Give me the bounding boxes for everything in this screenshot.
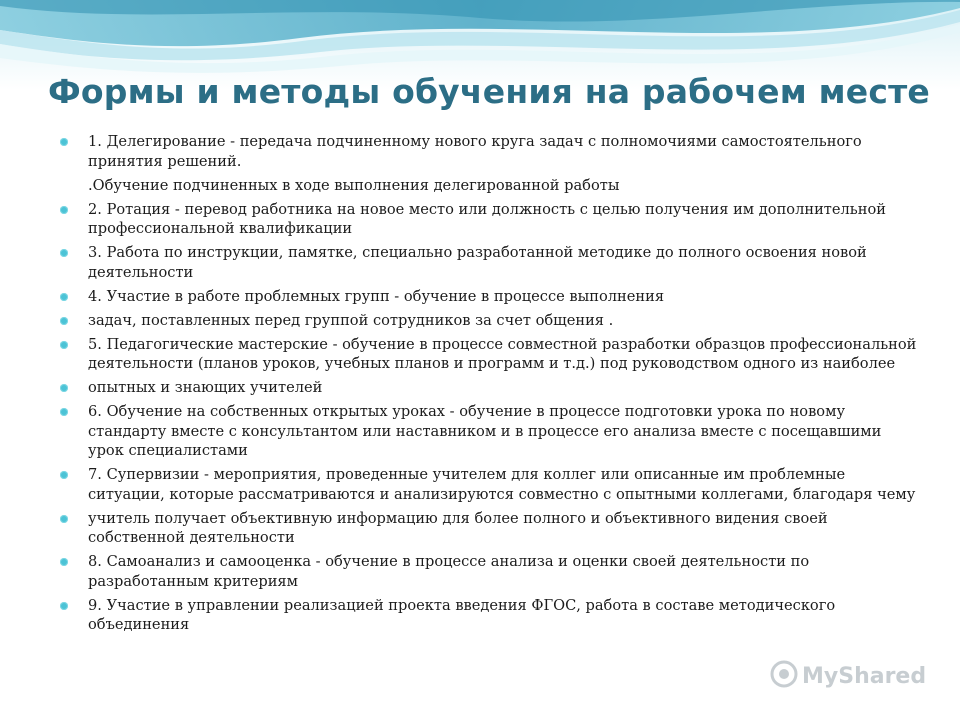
list-item [60, 176, 920, 196]
watermark-text: MyShared [802, 664, 927, 689]
list-item-text: 6. Обучение на собственных открытых уроках - обучение в процессе подготовки урока по новому стандарту вместе с консультантом или наставником и в процессе его анализа вместе с посещавшими урок специалистами [88, 403, 882, 459]
list-item [60, 402, 920, 461]
list-item-text: 5. Педагогические мастерские - обучение в процессе совместной разработки образцов профессиональной деятельности (планов уроков, учебных планов и программ и т.д.) под руководством одного из наиболее [88, 335, 917, 372]
bullet-icon [60, 558, 68, 566]
bullet-icon [60, 341, 68, 349]
list-item [60, 465, 920, 504]
list-item-text: 7. Супервизии - мероприятия, проведенные учителем для коллег или описанные им проблемные ситуации, которые рассматриваются и анализируются совместно с опытными коллегами, благодаря чему [88, 466, 916, 503]
list-item-text: 4. Участие в работе проблемных групп - обучение в процессе выполнения [88, 287, 665, 305]
list-item-text: учитель получает объективную информацию для более полного и объективного видения своей собственной деятельности [88, 509, 828, 546]
list-item-text: задач, поставленных перед группой сотрудников за счет общения . [88, 311, 614, 329]
list-item [60, 509, 920, 548]
list-item [60, 552, 920, 591]
slide-title: Формы и методы обучения на рабочем месте [48, 72, 931, 111]
bullet-icon [60, 317, 68, 325]
list-item [60, 596, 920, 635]
bullet-icon [60, 408, 68, 416]
list-item-text: .Обучение подчиненных в ходе выполнения делегированной работы [88, 176, 620, 194]
list-item [60, 243, 920, 282]
bullet-icon [60, 471, 68, 479]
list-item-text: 8. Самоанализ и самооценка - обучение в процессе анализа и оценки своей деятельности по разработанным критериям [88, 553, 810, 590]
list-item [60, 132, 920, 171]
bullet-icon [60, 384, 68, 392]
content-list [60, 132, 920, 639]
list-item-text: 9. Участие в управлении реализацией проекта введения ФГОС, работа в составе методического объединения [88, 596, 836, 633]
list-item [60, 335, 920, 374]
list-item-text: 1. Делегирование - передача подчиненному нового круга задач с полномочиями самостоятельного принятия решений. [88, 133, 862, 170]
list-item [60, 311, 920, 331]
bullet-icon [60, 138, 68, 146]
list-item-text: опытных и знающих учителей [88, 379, 323, 396]
bullet-icon [60, 515, 68, 523]
myshared-watermark-logo [770, 656, 940, 696]
bullet-icon [60, 293, 68, 301]
list-item-text: 2. Ротация - перевод работника на новое место или должность с целью получения им дополнительной профессиональной квалификации [88, 200, 886, 237]
list-item [60, 200, 920, 239]
bullet-icon [60, 206, 68, 214]
list-item [60, 378, 920, 398]
list-item-text: 3. Работа по инструкции, памятке, специально разработанной методике до полного освоения новой деятельности [88, 244, 867, 281]
bullet-icon [60, 249, 68, 257]
bullet-icon [60, 602, 68, 610]
list-item [60, 287, 920, 307]
